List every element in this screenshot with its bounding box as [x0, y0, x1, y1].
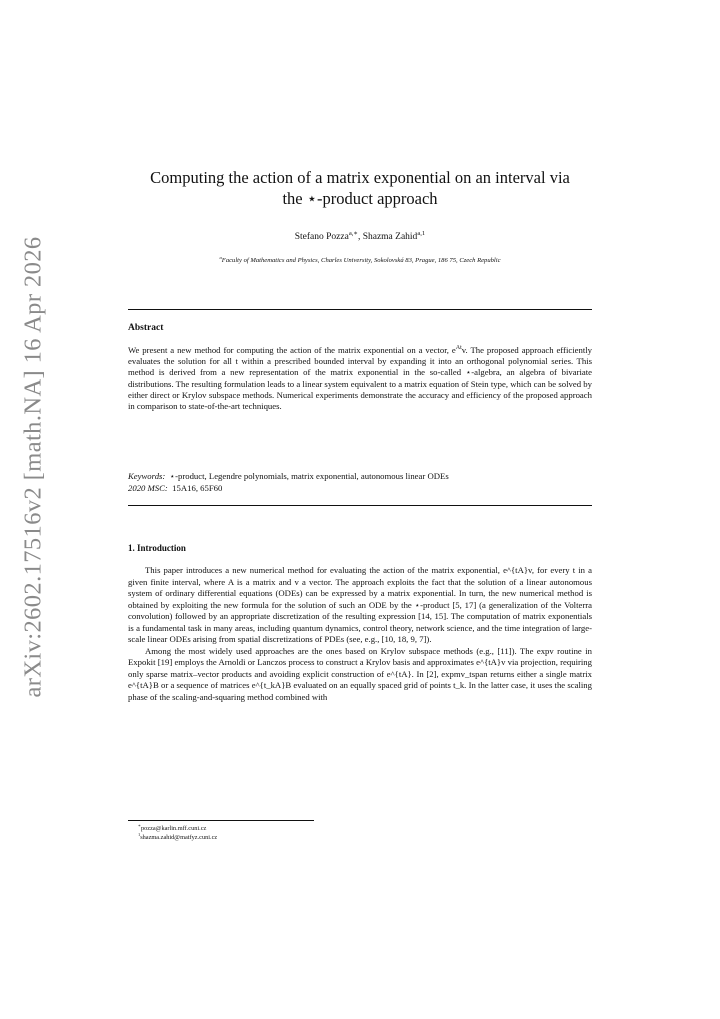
title-line-2: the ⋆-product approach [282, 189, 438, 208]
footnote-email: shazma.zahid@matfyz.cuni.cz [140, 834, 218, 841]
paper-title [128, 167, 592, 209]
arxiv-side-stamp [12, 236, 56, 698]
abstract-text: We present a new method for computing the action of the matrix exponential on a vector, e [128, 345, 456, 355]
footnote [138, 831, 218, 842]
msc-line [128, 482, 592, 494]
section-heading: 1. Introduction [128, 543, 186, 553]
author-name: Shazma Zahid [362, 232, 418, 242]
affiliation [128, 254, 592, 264]
author-marker: a,1 [417, 229, 426, 237]
arxiv-identifier: arXiv:2602.17516v2 [math.NA] 16 Apr 2026 [20, 236, 47, 698]
affiliation-marker: a [219, 254, 222, 260]
abstract-text: The proposed approach efficiently evaluates the solution for all t within a prescribed bounded interval by expanding it into an orthogonal polynomial series. This method is derived from a new representation of the matrix exponential in the so-called ⋆-algebra, an algebra of bivariate distributions. The resulting formulation leads to a linear system equivalent to a matrix equation of Stein type, which can be solved by either direct or Krylov subspace methods. Numerical experiments demonstrate the accuracy and efficiency of the proposed approach in comparison to state-of-the-art techniques. [128, 345, 592, 412]
abstract-bottom-rule [128, 505, 592, 506]
author-marker: a,∗ [348, 229, 358, 237]
abstract-body [128, 345, 592, 412]
title-line-1: Computing the action of a matrix exponential on an interval via [150, 168, 570, 187]
paragraph: This paper introduces a new numerical method for evaluating the action of the matrix exponential, e^{tA}v, for every t in a given finite interval, where A is a matrix and v a vector. The approach exploits the fact that the solution of a linear autonomous system of ordinary differential equations (ODEs) can be expressed by a matrix exponential. In turn, the new numerical method is obtained by exploiting the new formula for the solution of such an ODE by the ⋆-product [5, 17] (a generalization of the Volterra convolution) followed by an appropriate discretization of the resulting expression [14, 15]. The computation of matrix exponentials is a fundamental task in many areas, including quantum dynamics, control theory, network science, and the time integration of large-scale linear ODEs arising from spatial discretizations of PDEs (see, e.g., [10, 18, 9, 7]). [128, 565, 592, 644]
keywords-text: ⋆-product, Legendre polynomials, matrix exponential, autonomous linear ODEs [169, 471, 449, 481]
msc-text: 15A16, 65F60 [172, 483, 223, 493]
introduction-body [128, 565, 592, 703]
paragraph: Among the most widely used approaches are the ones based on Krylov subspace methods (e.g., [11]). The expv routine in Expokit [19] employs the Arnoldi or Lanczos process to construct a Krylov basis and approximates e^{tA}v via projection, requiring only sparse matrix–vector products and avoiding explicit construction of e^{tA}. In [2], expmv_tspan returns either a single matrix e^{tA}B or a sequence of matrices e^{t_kA}B evaluated on an equally spaced grid of points t_k. In the latter case, it uses the scaling phase of the scaling-and-squaring method combined with [128, 645, 592, 702]
footnote [138, 822, 207, 833]
abstract-vector: v. [461, 345, 468, 355]
msc-label: 2020 MSC: [128, 483, 168, 493]
footnote-marker: 1 [138, 831, 141, 837]
keywords-label: Keywords: [128, 471, 166, 481]
author-separator: , [357, 232, 363, 242]
footnote-marker: ∗ [138, 822, 141, 828]
abstract-top-rule [128, 309, 592, 310]
abstract-heading: Abstract [128, 323, 164, 333]
footnote-email: pozza@karlin.mff.cuni.cz [141, 825, 207, 832]
author-name: Stefano Pozza [294, 232, 349, 242]
keywords-line [128, 470, 592, 482]
keywords-block [128, 470, 592, 494]
footnote-rule [128, 820, 314, 821]
author-list [128, 229, 592, 242]
exponent: At [455, 345, 462, 352]
affiliation-text: Faculty of Mathematics and Physics, Charles University, Sokolovská 83, Prague, 186 75, Czech Republic [221, 257, 501, 264]
